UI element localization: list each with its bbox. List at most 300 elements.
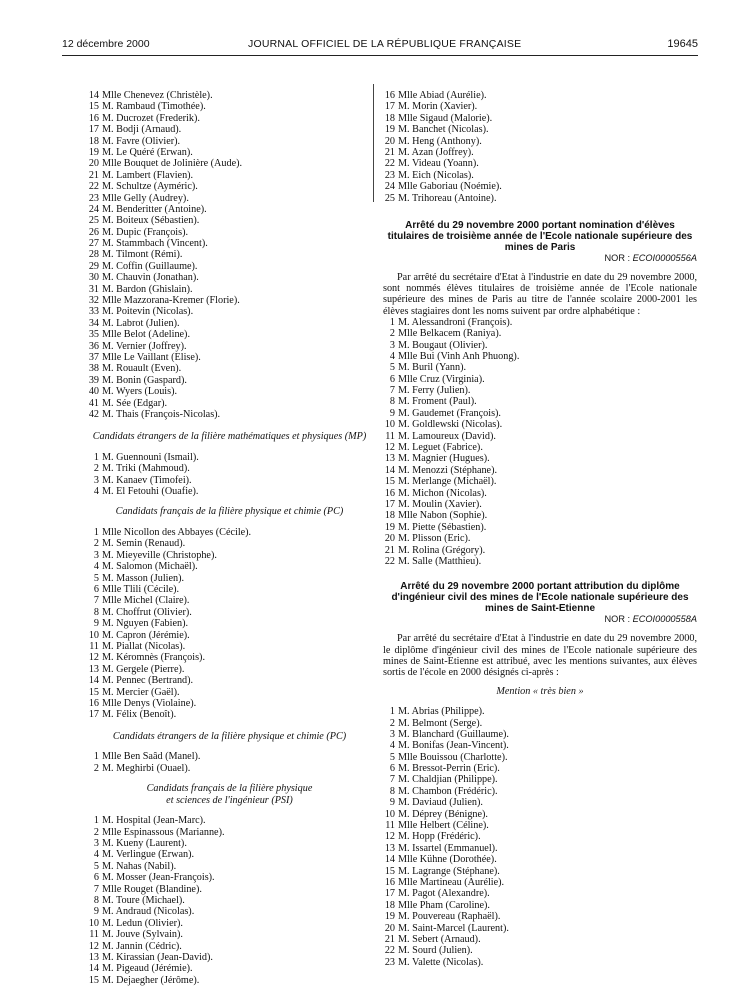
list-item	[383, 431, 697, 442]
arrete-2-title: Arrêté du 29 novembre 2000 portant attribution du diplôme d'ingénieur civil des mines de l'Ecole nationale supérieure des mines de Saint-Etienne	[391, 581, 689, 615]
item-number: 7	[389, 774, 395, 786]
item-number: 1	[389, 706, 395, 718]
item-title: Mlle	[102, 751, 122, 763]
item-title: M.	[102, 860, 114, 872]
item-title: M.	[398, 521, 410, 533]
item-number: 6	[93, 584, 99, 596]
item-number: 14	[88, 675, 99, 687]
item-name: Mieyeville (Christophe).	[116, 549, 217, 561]
item-number: 8	[93, 895, 99, 907]
list-item	[87, 386, 372, 397]
item-name: Bodji (Arnaud).	[116, 124, 182, 136]
item-name: Rouault (Even).	[116, 363, 182, 375]
list-item	[383, 763, 697, 774]
item-name: Thais (François-Nicolas).	[115, 408, 221, 420]
list-item	[383, 351, 697, 362]
item-title: M.	[102, 606, 114, 618]
list-item	[383, 374, 697, 385]
list-item	[87, 872, 372, 883]
item-number: 27	[88, 238, 99, 250]
list-item	[87, 687, 372, 698]
item-title: Mlle	[102, 883, 122, 895]
item-number: 29	[88, 260, 99, 272]
item-title: M.	[398, 146, 410, 158]
item-name: Nguyen (Fabien).	[116, 618, 189, 630]
list-item	[87, 227, 372, 238]
item-number: 12	[384, 442, 395, 454]
item-title: M.	[398, 339, 410, 351]
item-title: Mlle	[398, 112, 418, 124]
item-title: Mlle	[102, 192, 122, 204]
item-name: Ducrozet (Frederik).	[116, 112, 200, 124]
item-name: Semin (Renaud).	[116, 538, 186, 550]
item-number: 11	[89, 929, 99, 941]
item-name: Sebert (Arnaud).	[412, 933, 481, 945]
item-number: 1	[93, 451, 99, 463]
item-name: Sigaud (Malorie).	[419, 112, 493, 124]
item-name: Tilmont (Rémi).	[115, 249, 183, 261]
list-item	[87, 838, 372, 849]
list-item	[383, 774, 697, 785]
item-number: 19	[384, 911, 395, 923]
item-title: M.	[102, 249, 114, 261]
item-name: Kanaev (Timofei).	[116, 474, 192, 486]
left-column	[87, 90, 372, 986]
item-name: Eich (Nicolas).	[412, 169, 474, 181]
item-name: Meghirbi (Ouael).	[116, 762, 191, 774]
item-title: Mlle	[102, 351, 122, 363]
item-number: 37	[88, 351, 99, 363]
item-name: Pagot (Alexandre).	[412, 888, 490, 900]
item-title: M.	[398, 888, 410, 900]
list-item	[87, 124, 372, 135]
item-name: Ferry (Julien).	[412, 385, 471, 397]
item-title: M.	[398, 316, 410, 328]
item-title: M.	[398, 124, 410, 136]
item-number: 21	[384, 544, 395, 556]
item-number: 20	[384, 533, 395, 545]
item-title: Mlle	[398, 820, 418, 832]
item-number: 12	[88, 940, 99, 952]
item-title: M.	[102, 169, 114, 181]
header-title: JOURNAL OFFICIEL DE LA RÉPUBLIQUE FRANÇAISE	[248, 38, 522, 50]
item-name: Benderitter (Antoine).	[116, 203, 207, 215]
item-title: M.	[398, 498, 410, 510]
item-name: Ledun (Olivier).	[116, 917, 183, 929]
item-name: Pigeaud (Jérémie).	[116, 963, 193, 975]
item-number: 4	[93, 849, 99, 861]
item-number: 15	[88, 686, 99, 698]
item-name: Merlange (Michaël).	[412, 476, 497, 488]
list-item	[87, 204, 372, 215]
item-name: Kueny (Laurent).	[116, 838, 187, 850]
item-name: Azan (Joffrey).	[411, 146, 474, 158]
item-name: Belkacem (Raniya).	[419, 328, 502, 340]
list-item	[87, 618, 372, 629]
item-number: 5	[389, 751, 395, 763]
item-number: 5	[389, 362, 395, 374]
item-name: Pennec (Bertrand).	[116, 675, 194, 687]
item-number: 15	[384, 476, 395, 488]
item-name: Choffrut (Olivier).	[116, 606, 192, 618]
item-title: M.	[102, 101, 114, 113]
list-item	[87, 363, 372, 374]
item-number: 3	[389, 728, 395, 740]
item-title: Mlle	[102, 295, 122, 307]
item-number: 42	[88, 408, 99, 420]
item-name: Sourd (Julien).	[412, 945, 473, 957]
item-title: Mlle	[398, 876, 418, 888]
list-item	[87, 952, 372, 963]
item-name: Pouvereau (Raphaël).	[412, 911, 501, 923]
item-title: Mlle	[102, 90, 122, 101]
item-name: Bui (Vinh Anh Phuong).	[419, 350, 520, 362]
item-number: 5	[93, 860, 99, 872]
list-item	[87, 170, 372, 181]
item-name: Coffin (Guillaume).	[116, 260, 198, 272]
item-name: Guennouni (Ismail).	[116, 451, 199, 463]
item-title: M.	[398, 865, 410, 877]
item-name: Dejaegher (Jérôme).	[116, 974, 200, 986]
item-number: 9	[389, 797, 395, 809]
item-name: Daviaud (Julien).	[412, 797, 483, 809]
arrete-1-nor-code: ECOI0000556A	[632, 252, 697, 263]
item-number: 16	[384, 487, 395, 499]
item-number: 22	[88, 181, 99, 193]
item-name: Chenevez (Christèle).	[123, 90, 213, 101]
item-title: Mlle	[398, 510, 418, 522]
item-name: Belmont (Serge).	[412, 717, 483, 729]
list-item	[87, 941, 372, 952]
item-name: Tlili (Cécile).	[123, 584, 180, 596]
section-title-mp: Candidats étrangers de la filière mathématiques et physiques (MP)	[92, 431, 367, 443]
item-title: Mlle	[102, 697, 122, 709]
list-item	[383, 522, 697, 533]
item-number: 2	[389, 328, 395, 340]
item-name: Chauvin (Jonathan).	[116, 272, 199, 284]
list-item	[87, 827, 372, 838]
list-item	[383, 362, 697, 373]
item-number: 4	[389, 740, 395, 752]
list-item	[383, 729, 697, 740]
list-item	[87, 527, 372, 538]
list-item	[87, 595, 372, 606]
list-item	[383, 533, 697, 544]
item-title: M.	[102, 386, 114, 398]
item-title: M.	[102, 408, 114, 420]
item-name: Bressot-Perrin (Eric).	[412, 763, 500, 775]
item-name: Gaudemet (François).	[412, 407, 501, 419]
item-number: 18	[384, 510, 395, 522]
item-number: 3	[93, 474, 99, 486]
item-number: 1	[93, 815, 99, 827]
item-name: Le Vaillant (Elise).	[123, 351, 201, 363]
item-number: 17	[384, 888, 395, 900]
item-name: Espinassous (Marianne).	[123, 826, 225, 838]
item-title: M.	[398, 728, 410, 740]
item-number: 23	[384, 169, 395, 181]
list-item	[383, 945, 697, 956]
item-name: Bonifas (Jean-Vincent).	[412, 740, 509, 752]
list-psi	[87, 815, 372, 986]
list-item	[87, 238, 372, 249]
list-item	[87, 709, 372, 720]
list-item	[383, 900, 697, 911]
item-name: Mercier (Gaël).	[116, 686, 180, 698]
item-name: Froment (Paul).	[412, 396, 477, 408]
list-item	[87, 550, 372, 561]
item-name: Piallat (Nicolas).	[116, 640, 186, 652]
item-title: M.	[102, 363, 114, 375]
item-number: 13	[88, 663, 99, 675]
item-title: M.	[102, 135, 114, 147]
item-name: Chaldjian (Philippe).	[412, 774, 498, 786]
list-item	[383, 170, 697, 181]
list-item	[87, 675, 372, 686]
item-title: M.	[102, 974, 114, 986]
item-number: 3	[93, 838, 99, 850]
list-item	[383, 786, 697, 797]
item-title: Mlle	[398, 899, 418, 911]
item-name: Cruz (Virginia).	[419, 373, 485, 385]
item-title: Mlle	[398, 373, 418, 385]
item-number: 10	[88, 917, 99, 929]
list-item	[383, 843, 697, 854]
arrete-1-title: Arrêté du 29 novembre 2000 portant nomination d'élèves titulaires de troisième année de l'Ecole nationale supérieure des mines de Paris	[387, 219, 693, 253]
header-rule	[62, 55, 698, 56]
item-number: 41	[88, 397, 99, 409]
item-name: Kirassian (Jean-David).	[116, 951, 213, 963]
list-item	[87, 295, 372, 306]
item-title: M.	[398, 797, 410, 809]
item-name: Dupic (François).	[116, 226, 189, 238]
item-number: 1	[93, 527, 99, 539]
item-title: M.	[102, 317, 114, 329]
arrete-2-nor	[383, 614, 697, 625]
item-title: M.	[398, 407, 410, 419]
item-title: M.	[398, 945, 410, 957]
list-item	[383, 193, 697, 204]
list-item	[383, 385, 697, 396]
column-divider	[373, 84, 374, 202]
item-title: M.	[398, 442, 410, 454]
item-number: 9	[93, 906, 99, 918]
item-title: M.	[102, 872, 114, 884]
item-number: 10	[88, 629, 99, 641]
list-item	[87, 763, 372, 774]
arrete-2-nor-label: NOR :	[604, 614, 631, 625]
item-title: M.	[102, 640, 114, 652]
item-number: 10	[384, 419, 395, 431]
item-title: M.	[102, 675, 114, 687]
item-title: Mlle	[398, 350, 418, 362]
item-name: Masson (Julien).	[116, 572, 185, 584]
item-number: 40	[88, 386, 99, 398]
item-number: 22	[384, 158, 395, 170]
item-number: 16	[384, 876, 395, 888]
mention-tres-bien: Mention « très bien »	[496, 686, 584, 698]
list-continued	[87, 90, 372, 420]
item-name: Menozzi (Stéphane).	[412, 464, 498, 476]
list-item	[383, 465, 697, 476]
item-number: 38	[88, 363, 99, 375]
item-title: M.	[102, 181, 114, 193]
item-number: 9	[389, 407, 395, 419]
item-title: M.	[398, 808, 410, 820]
item-title: M.	[102, 709, 114, 721]
item-number: 4	[93, 561, 99, 573]
item-number: 20	[88, 158, 99, 170]
item-name: Jannin (Cédric).	[116, 940, 182, 952]
item-name: El Fetouhi (Ouafie).	[116, 486, 199, 498]
list-continued-right	[383, 90, 697, 204]
arrete-2-nor-code: ECOI0000558A	[632, 614, 697, 625]
item-title: M.	[398, 706, 410, 718]
list-item	[383, 877, 697, 888]
list-item	[87, 698, 372, 709]
list-item	[87, 861, 372, 872]
item-title: M.	[398, 933, 410, 945]
list-item	[87, 561, 372, 572]
list-item	[383, 510, 697, 521]
item-number: 26	[88, 226, 99, 238]
item-number: 3	[389, 339, 395, 351]
item-number: 21	[384, 933, 395, 945]
item-number: 13	[384, 842, 395, 854]
arrete-1-text: Par arrêté du secrétaire d'Etat à l'industrie en date du 29 novembre 2000, sont nommés élèves titulaires de troisième année de l'Ecole nationale supérieure des mines de Paris au titre de l'année scolaire 2000-2001 les élèves stagiaires dont les noms suivent par ordre alphabétique :	[383, 271, 697, 317]
item-number: 10	[384, 808, 395, 820]
item-number: 16	[88, 697, 99, 709]
list-item	[87, 409, 372, 420]
list-item	[383, 866, 697, 877]
list-item	[87, 573, 372, 584]
item-name: Mosser (Jean-François).	[116, 872, 215, 884]
list-item	[87, 751, 372, 762]
item-name: Hospital (Jean-Marc).	[116, 815, 206, 827]
item-name: Piette (Sébastien).	[412, 521, 487, 533]
item-name: Martineau (Aurélie).	[419, 876, 505, 888]
item-title: Mlle	[398, 90, 418, 101]
item-name: Abiad (Aurélie).	[419, 90, 487, 101]
list-item	[383, 408, 697, 419]
item-title: M.	[102, 486, 114, 498]
item-title: Mlle	[398, 181, 418, 193]
item-title: Mlle	[102, 527, 122, 539]
item-name: Trihoreau (Antoine).	[411, 192, 497, 204]
list-item	[87, 181, 372, 192]
item-title: M.	[102, 895, 114, 907]
item-name: Lagrange (Stéphane).	[412, 865, 500, 877]
item-title: M.	[102, 374, 114, 386]
item-name: Rouget (Blandine).	[123, 883, 202, 895]
item-number: 24	[384, 181, 395, 193]
item-name: Poitevin (Nicolas).	[116, 306, 194, 318]
item-number: 4	[93, 486, 99, 498]
list-item	[87, 113, 372, 124]
list-item	[383, 752, 697, 763]
list-item	[87, 906, 372, 917]
list-item	[383, 101, 697, 112]
list-item	[87, 101, 372, 112]
item-name: Favre (Olivier).	[116, 135, 181, 147]
item-title: M.	[102, 260, 114, 272]
item-title: M.	[398, 135, 410, 147]
item-title: M.	[102, 124, 114, 136]
item-name: Banchet (Nicolas).	[412, 124, 489, 136]
arrete-1-nor	[383, 253, 697, 264]
list-item	[87, 158, 372, 169]
list-item	[87, 475, 372, 486]
list-item	[87, 975, 372, 986]
item-title: M.	[102, 146, 114, 158]
list-item	[383, 545, 697, 556]
item-number: 7	[93, 595, 99, 607]
item-number: 25	[384, 192, 395, 204]
item-name: Kühne (Dorothée).	[419, 854, 497, 866]
item-number: 17	[384, 498, 395, 510]
item-name: Jouve (Sylvain).	[116, 929, 183, 941]
item-number: 14	[88, 963, 99, 975]
item-title: M.	[102, 618, 114, 630]
item-number: 2	[93, 538, 99, 550]
list-item	[383, 911, 697, 922]
list-item	[383, 317, 697, 328]
item-name: Verlingue (Erwan).	[115, 849, 195, 861]
list-item	[383, 476, 697, 487]
list-item	[87, 929, 372, 940]
item-title: Mlle	[102, 595, 122, 607]
item-number: 17	[88, 709, 99, 721]
item-title: M.	[398, 842, 410, 854]
item-title: M.	[102, 272, 114, 284]
item-name: Andraud (Nicolas).	[115, 906, 195, 918]
list-item	[87, 584, 372, 595]
list-item	[87, 652, 372, 663]
item-name: Salle (Matthieu).	[412, 555, 482, 567]
item-name: Labrot (Julien).	[116, 317, 180, 329]
item-number: 32	[88, 295, 99, 307]
item-name: Issartel (Emmanuel).	[412, 842, 498, 854]
item-name: Lambert (Flavien).	[116, 169, 194, 181]
item-number: 6	[93, 872, 99, 884]
item-number: 7	[93, 883, 99, 895]
item-title: Mlle	[102, 329, 122, 341]
item-number: 14	[88, 90, 99, 101]
item-number: 3	[93, 549, 99, 561]
list-item	[87, 607, 372, 618]
item-title: M.	[102, 572, 114, 584]
item-number: 8	[93, 606, 99, 618]
item-name: Le Quéré (Erwan).	[116, 146, 193, 158]
item-name: Lamoureux (David).	[412, 430, 496, 442]
item-title: M.	[398, 717, 410, 729]
item-name: Goldlewski (Nicolas).	[412, 419, 503, 431]
item-number: 11	[385, 430, 395, 442]
item-title: M.	[102, 951, 114, 963]
item-name: Morin (Xavier).	[412, 101, 478, 113]
item-number: 7	[389, 385, 395, 397]
item-title: M.	[398, 487, 410, 499]
arrete-1-nor-label: NOR :	[604, 252, 631, 263]
item-number: 2	[93, 463, 99, 475]
item-title: Mlle	[398, 854, 418, 866]
item-name: Gaboriau (Noémie).	[419, 181, 502, 193]
item-name: Nahas (Nabil).	[116, 860, 177, 872]
list-item	[87, 352, 372, 363]
item-name: Pham (Caroline).	[419, 899, 490, 911]
list-item	[87, 136, 372, 147]
item-name: Rambaud (Timothée).	[116, 101, 206, 113]
